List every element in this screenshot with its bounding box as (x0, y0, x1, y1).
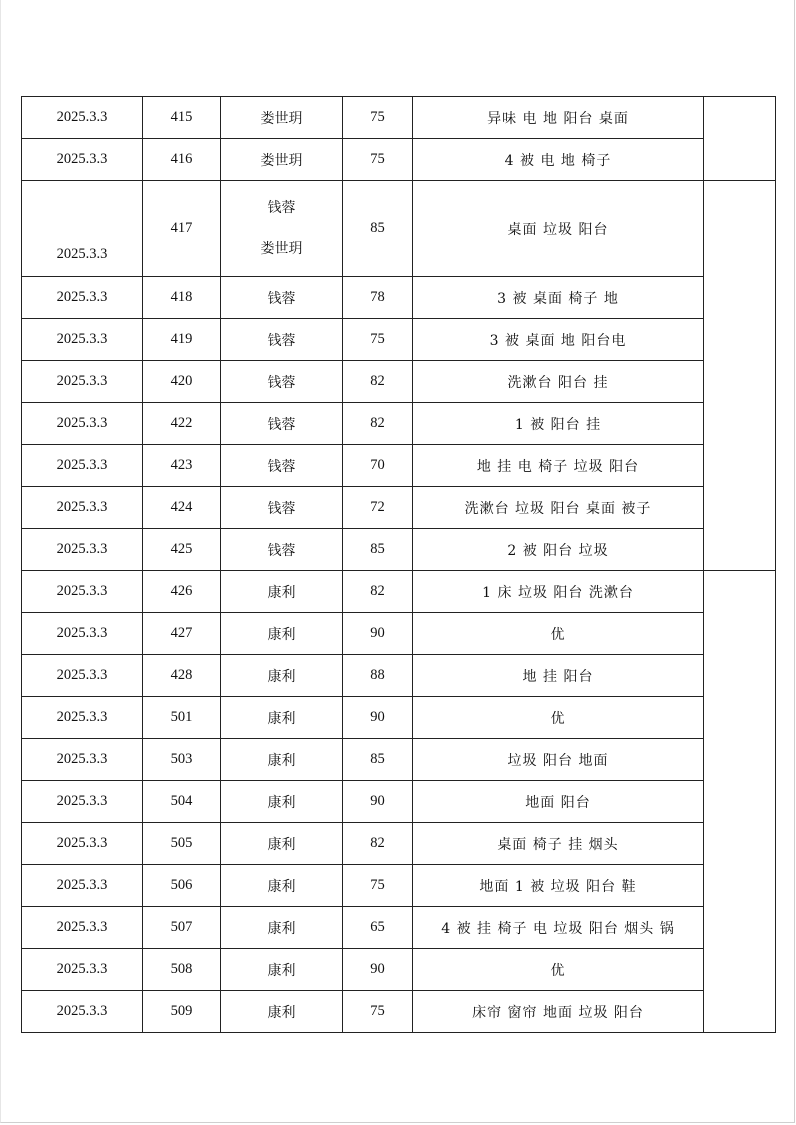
score-cell: 85 (343, 739, 413, 781)
inspector-cell: 康利 (221, 991, 343, 1033)
notes-cell: 洗漱台 阳台 挂 (413, 361, 704, 403)
inspector-cell: 钱蓉 (221, 277, 343, 319)
room-cell: 422 (143, 403, 221, 445)
notes-cell: 优 (413, 949, 704, 991)
table-row (22, 991, 776, 1033)
notes-cell: 4 被 电 地 椅子 (413, 139, 704, 181)
score-cell: 82 (343, 571, 413, 613)
room-cell: 506 (143, 865, 221, 907)
inspector-cell: 康利 (221, 907, 343, 949)
inspector-cell: 钱蓉 (221, 445, 343, 487)
inspector-cell: 钱蓉 (221, 487, 343, 529)
inspector-cell: 娄世玥 (221, 97, 343, 139)
date-cell: 2025.3.3 (22, 445, 143, 487)
date-cell: 2025.3.3 (22, 361, 143, 403)
inspector-cell: 康利 (221, 823, 343, 865)
inspector-cell: 钱蓉 (221, 361, 343, 403)
score-cell: 75 (343, 865, 413, 907)
date-cell: 2025.3.3 (22, 739, 143, 781)
inspector-cell: 康利 (221, 613, 343, 655)
score-cell: 78 (343, 277, 413, 319)
score-cell: 70 (343, 445, 413, 487)
inspector-cell: 钱蓉 (221, 319, 343, 361)
table-row (22, 865, 776, 907)
room-cell: 415 (143, 97, 221, 139)
room-cell: 424 (143, 487, 221, 529)
table-row (22, 571, 776, 613)
date-cell: 2025.3.3 (22, 487, 143, 529)
table-row (22, 697, 776, 739)
score-cell: 90 (343, 697, 413, 739)
notes-cell: 地 挂 电 椅子 垃圾 阳台 (413, 445, 704, 487)
date-cell: 2025.3.3 (22, 571, 143, 613)
score-cell: 90 (343, 613, 413, 655)
date-cell: 2025.3.3 (22, 403, 143, 445)
table-row (22, 487, 776, 529)
room-cell: 504 (143, 781, 221, 823)
score-cell: 85 (343, 181, 413, 277)
dorm-inspection-table (21, 96, 776, 1033)
score-cell: 88 (343, 655, 413, 697)
date-cell: 2025.3.3 (22, 907, 143, 949)
room-cell: 418 (143, 277, 221, 319)
room-cell: 425 (143, 529, 221, 571)
inspector-cell: 康利 (221, 697, 343, 739)
table-row (22, 319, 776, 361)
score-cell: 75 (343, 97, 413, 139)
score-cell: 82 (343, 361, 413, 403)
room-cell: 505 (143, 823, 221, 865)
score-cell: 75 (343, 991, 413, 1033)
inspector-cell: 康利 (221, 781, 343, 823)
table-row (22, 277, 776, 319)
notes-cell: 桌面 椅子 挂 烟头 (413, 823, 704, 865)
room-cell: 507 (143, 907, 221, 949)
notes-cell: 1 床 垃圾 阳台 洗漱台 (413, 571, 704, 613)
notes-cell: 床帘 窗帘 地面 垃圾 阳台 (413, 991, 704, 1033)
score-cell: 90 (343, 781, 413, 823)
inspector-cell: 康利 (221, 949, 343, 991)
date-cell: 2025.3.3 (22, 181, 143, 277)
table-row (22, 97, 776, 139)
date-cell: 2025.3.3 (22, 697, 143, 739)
room-cell: 426 (143, 571, 221, 613)
score-cell: 65 (343, 907, 413, 949)
notes-cell: 桌面 垃圾 阳台 (413, 181, 704, 277)
room-cell: 508 (143, 949, 221, 991)
table-row (22, 823, 776, 865)
table-row (22, 949, 776, 991)
table-row (22, 613, 776, 655)
notes-cell: 优 (413, 613, 704, 655)
notes-cell: 地面 1 被 垃圾 阳台 鞋 (413, 865, 704, 907)
date-cell: 2025.3.3 (22, 277, 143, 319)
date-cell: 2025.3.3 (22, 991, 143, 1033)
table-row (22, 181, 776, 277)
notes-cell: 优 (413, 697, 704, 739)
date-cell: 2025.3.3 (22, 949, 143, 991)
notes-cell: 垃圾 阳台 地面 (413, 739, 704, 781)
remarks-cell (704, 571, 776, 1033)
date-cell: 2025.3.3 (22, 97, 143, 139)
room-cell: 423 (143, 445, 221, 487)
inspector-cell: 康利 (221, 655, 343, 697)
table-row (22, 655, 776, 697)
notes-cell: 3 被 桌面 地 阳台电 (413, 319, 704, 361)
remarks-cell (704, 181, 776, 571)
notes-cell: 3 被 桌面 椅子 地 (413, 277, 704, 319)
date-cell: 2025.3.3 (22, 529, 143, 571)
score-cell: 75 (343, 139, 413, 181)
notes-cell: 1 被 阳台 挂 (413, 403, 704, 445)
table-row (22, 907, 776, 949)
room-cell: 501 (143, 697, 221, 739)
notes-cell: 地 挂 阳台 (413, 655, 704, 697)
inspector-cell: 娄世玥 (221, 139, 343, 181)
date-cell: 2025.3.3 (22, 781, 143, 823)
date-cell: 2025.3.3 (22, 865, 143, 907)
room-cell: 416 (143, 139, 221, 181)
inspector-cell: 钱蓉 (221, 403, 343, 445)
table-row (22, 445, 776, 487)
room-cell: 420 (143, 361, 221, 403)
score-cell: 85 (343, 529, 413, 571)
table-row (22, 529, 776, 571)
table-row (22, 361, 776, 403)
inspector-cell: 康利 (221, 739, 343, 781)
table-row (22, 781, 776, 823)
inspector-name: 娄世玥 (260, 240, 303, 257)
score-cell: 82 (343, 823, 413, 865)
score-cell: 90 (343, 949, 413, 991)
notes-cell: 异味 电 地 阳台 桌面 (413, 97, 704, 139)
score-cell: 72 (343, 487, 413, 529)
date-cell: 2025.3.3 (22, 319, 143, 361)
notes-cell: 2 被 阳台 垃圾 (413, 529, 704, 571)
inspector-cell: 康利 (221, 865, 343, 907)
remarks-cell (704, 97, 776, 181)
room-cell: 503 (143, 739, 221, 781)
date-cell: 2025.3.3 (22, 613, 143, 655)
room-cell: 509 (143, 991, 221, 1033)
table-row (22, 139, 776, 181)
inspector-name: 钱蓉 (267, 199, 296, 216)
notes-cell: 地面 阳台 (413, 781, 704, 823)
notes-cell: 4 被 挂 椅子 电 垃圾 阳台 烟头 锅 (413, 907, 704, 949)
room-cell: 417 (143, 181, 221, 277)
inspector-cell (221, 181, 343, 277)
date-cell: 2025.3.3 (22, 655, 143, 697)
inspector-cell: 康利 (221, 571, 343, 613)
room-cell: 427 (143, 613, 221, 655)
notes-cell: 洗漱台 垃圾 阳台 桌面 被子 (413, 487, 704, 529)
score-cell: 82 (343, 403, 413, 445)
table-row (22, 403, 776, 445)
inspector-cell: 钱蓉 (221, 529, 343, 571)
room-cell: 419 (143, 319, 221, 361)
date-cell: 2025.3.3 (22, 139, 143, 181)
table-row (22, 739, 776, 781)
date-cell: 2025.3.3 (22, 823, 143, 865)
room-cell: 428 (143, 655, 221, 697)
score-cell: 75 (343, 319, 413, 361)
